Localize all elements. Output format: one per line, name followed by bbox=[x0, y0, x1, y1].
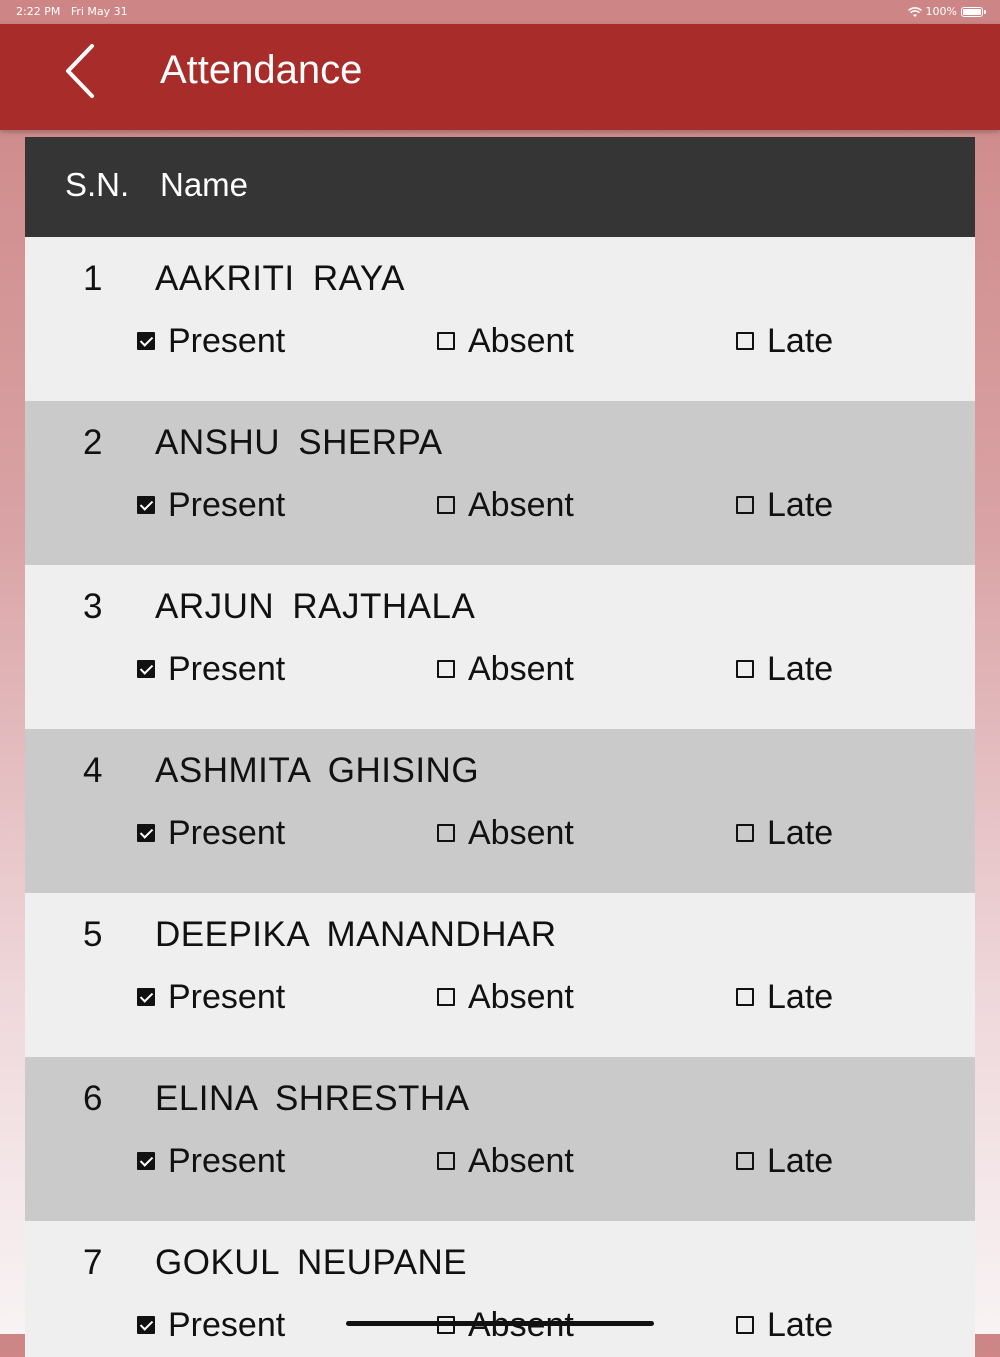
late-checkbox[interactable] bbox=[736, 496, 754, 514]
late-checkbox[interactable] bbox=[736, 1316, 754, 1334]
late-label: Late bbox=[767, 1142, 834, 1180]
present-option[interactable] bbox=[137, 321, 285, 361]
table-row bbox=[25, 893, 975, 1057]
status-bar bbox=[0, 0, 1000, 24]
late-option[interactable] bbox=[736, 321, 833, 361]
present-label: Present bbox=[168, 1142, 286, 1180]
student-name: AAKRITI RAYA bbox=[155, 259, 405, 298]
late-label: Late bbox=[767, 978, 834, 1016]
late-option[interactable] bbox=[736, 977, 833, 1017]
student-name: ELINA SHRESTHA bbox=[155, 1079, 470, 1118]
present-option[interactable] bbox=[137, 485, 285, 525]
table-header bbox=[25, 137, 975, 237]
absent-option[interactable] bbox=[437, 321, 574, 361]
table-row bbox=[25, 1221, 975, 1357]
row-sn: 4 bbox=[83, 751, 103, 790]
late-label: Late bbox=[767, 1306, 834, 1344]
absent-checkbox[interactable] bbox=[437, 1152, 455, 1170]
absent-checkbox[interactable] bbox=[437, 988, 455, 1006]
present-checkbox[interactable] bbox=[137, 1316, 155, 1334]
absent-option[interactable] bbox=[437, 649, 574, 689]
present-label: Present bbox=[168, 1306, 286, 1344]
battery-icon bbox=[961, 7, 983, 17]
present-checkbox[interactable] bbox=[137, 988, 155, 1006]
late-option[interactable] bbox=[736, 649, 833, 689]
back-button[interactable] bbox=[60, 42, 104, 104]
chevron-left-icon bbox=[60, 42, 104, 104]
student-name: ASHMITA GHISING bbox=[155, 751, 480, 790]
absent-checkbox[interactable] bbox=[437, 824, 455, 842]
attendance-table bbox=[25, 137, 975, 1357]
late-option[interactable] bbox=[736, 1141, 833, 1181]
row-sn: 3 bbox=[83, 587, 103, 626]
table-body bbox=[25, 237, 975, 1357]
absent-label: Absent bbox=[468, 486, 574, 524]
late-label: Late bbox=[767, 322, 834, 360]
late-checkbox[interactable] bbox=[736, 660, 754, 678]
absent-label: Absent bbox=[468, 814, 574, 852]
present-label: Present bbox=[168, 978, 286, 1016]
late-label: Late bbox=[767, 486, 834, 524]
present-checkbox[interactable] bbox=[137, 332, 155, 350]
row-sn: 5 bbox=[83, 915, 103, 954]
wifi-icon bbox=[908, 7, 922, 18]
late-checkbox[interactable] bbox=[736, 332, 754, 350]
absent-option[interactable] bbox=[437, 1141, 574, 1181]
present-checkbox[interactable] bbox=[137, 824, 155, 842]
late-checkbox[interactable] bbox=[736, 988, 754, 1006]
absent-option[interactable] bbox=[437, 485, 574, 525]
absent-checkbox[interactable] bbox=[437, 496, 455, 514]
late-checkbox[interactable] bbox=[736, 824, 754, 842]
header-sn: S.N. bbox=[65, 166, 130, 203]
absent-label: Absent bbox=[468, 322, 574, 360]
table-row bbox=[25, 1057, 975, 1221]
student-name: ANSHU SHERPA bbox=[155, 423, 443, 462]
present-label: Present bbox=[168, 486, 286, 524]
absent-checkbox[interactable] bbox=[437, 660, 455, 678]
present-checkbox[interactable] bbox=[137, 1152, 155, 1170]
absent-label: Absent bbox=[468, 650, 574, 688]
app-bar bbox=[0, 24, 1000, 130]
row-sn: 6 bbox=[83, 1079, 103, 1118]
present-checkbox[interactable] bbox=[137, 660, 155, 678]
absent-label: Absent bbox=[468, 978, 574, 1016]
absent-option[interactable] bbox=[437, 813, 574, 853]
present-label: Present bbox=[168, 322, 286, 360]
present-option[interactable] bbox=[137, 1305, 285, 1345]
present-option[interactable] bbox=[137, 1141, 285, 1181]
table-row bbox=[25, 401, 975, 565]
present-option[interactable] bbox=[137, 977, 285, 1017]
row-sn: 1 bbox=[83, 259, 103, 298]
late-label: Late bbox=[767, 814, 834, 852]
absent-checkbox[interactable] bbox=[437, 332, 455, 350]
row-sn: 2 bbox=[83, 423, 103, 462]
status-time: 2:22 PM bbox=[16, 5, 61, 18]
late-option[interactable] bbox=[736, 485, 833, 525]
battery-percent: 100% bbox=[925, 5, 957, 18]
present-option[interactable] bbox=[137, 813, 285, 853]
present-label: Present bbox=[168, 814, 286, 852]
present-option[interactable] bbox=[137, 649, 285, 689]
student-name: GOKUL NEUPANE bbox=[155, 1243, 468, 1282]
row-sn: 7 bbox=[83, 1243, 103, 1282]
student-name: ARJUN RAJTHALA bbox=[155, 587, 476, 626]
page-title: Attendance bbox=[160, 48, 363, 92]
table-row bbox=[25, 237, 975, 401]
student-name: DEEPIKA MANANDHAR bbox=[155, 915, 557, 954]
table-row bbox=[25, 729, 975, 893]
status-date: Fri May 31 bbox=[70, 5, 128, 18]
late-checkbox[interactable] bbox=[736, 1152, 754, 1170]
late-option[interactable] bbox=[736, 1305, 833, 1345]
table-row bbox=[25, 565, 975, 729]
present-checkbox[interactable] bbox=[137, 496, 155, 514]
status-time-date bbox=[16, 0, 128, 24]
battery-tip bbox=[984, 10, 986, 14]
late-label: Late bbox=[767, 650, 834, 688]
header-name: Name bbox=[160, 166, 249, 203]
absent-option[interactable] bbox=[437, 977, 574, 1017]
absent-label: Absent bbox=[468, 1142, 574, 1180]
status-indicators bbox=[908, 0, 986, 24]
present-label: Present bbox=[168, 650, 286, 688]
home-indicator bbox=[346, 1321, 654, 1326]
late-option[interactable] bbox=[736, 813, 833, 853]
